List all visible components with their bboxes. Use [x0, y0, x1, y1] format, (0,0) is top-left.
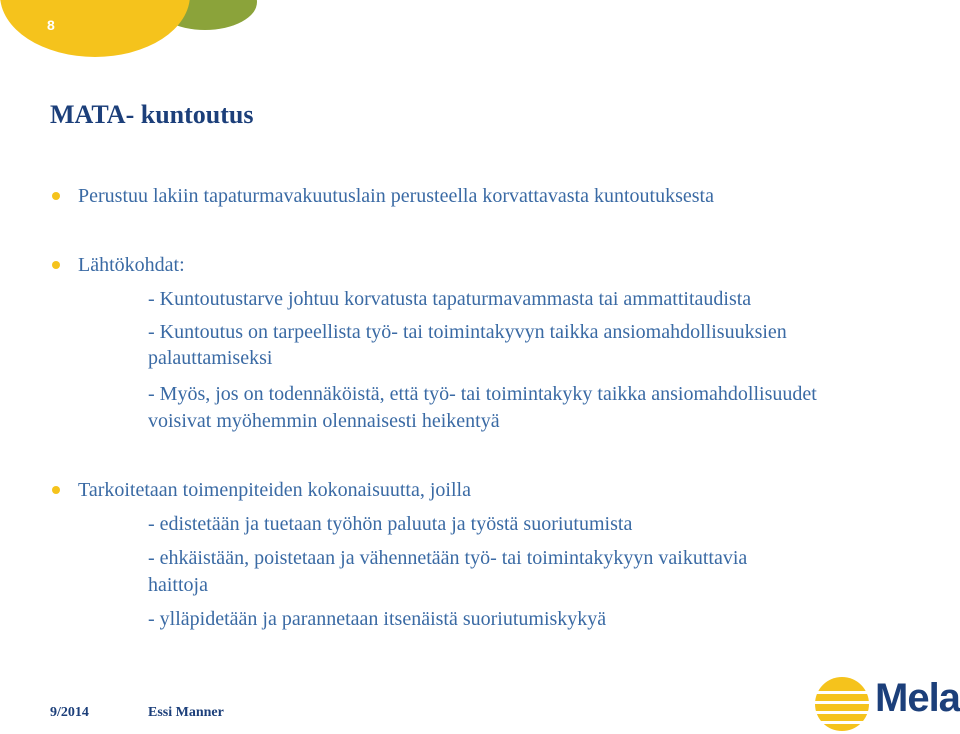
bullet-text: Perustuu lakiin tapaturmavakuutuslain perusteella korvattavasta kuntoutuksesta	[78, 185, 714, 207]
bullet-marker	[52, 486, 60, 494]
sub-item-line: - Myös, jos on todennäköistä, että työ- tai toimintakyky taikka ansiomahdollisuudet	[148, 383, 817, 405]
sub-item-line: voisivat myöhemmin olennaisesti heikentyä	[148, 410, 500, 432]
sub-item-line: - ehkäistään, poistetaan ja vähennetään työ- tai toimintakykyyn vaikuttavia	[148, 547, 748, 569]
slide-title: MATA- kuntoutus	[50, 100, 254, 129]
corner-decoration	[0, 0, 300, 80]
bullet-marker	[52, 261, 60, 269]
sub-item-line: - Kuntoutus on tarpeellista työ- tai toimintakyvyn taikka ansiomahdollisuuksien	[148, 321, 787, 343]
logo-wordmark: Mela	[875, 676, 960, 720]
bullet-marker	[52, 192, 60, 200]
footer-date: 9/2014	[50, 705, 89, 720]
sun-icon	[814, 677, 870, 731]
sub-item-line: palauttamiseksi	[148, 347, 273, 369]
bullet-text: Tarkoitetaan toimenpiteiden kokonaisuutta, joilla	[78, 479, 471, 501]
yellow-corner-shape	[0, 0, 190, 57]
sub-item-line: - ylläpidetään ja parannetaan itsenäistä suoriutumiskykyä	[148, 608, 607, 630]
sub-item-line: - edistetään ja tuetaan työhön paluuta ja työstä suoriutumista	[148, 513, 633, 535]
sub-item-line: - Kuntoutustarve johtuu korvatusta tapaturmavammasta tai ammattitaudista	[148, 288, 752, 310]
footer-author: Essi Manner	[148, 705, 224, 720]
sub-item-line: haittoja	[148, 574, 208, 596]
bullet-text: Lähtökohdat:	[78, 254, 185, 276]
slide-number: 8	[47, 17, 55, 33]
